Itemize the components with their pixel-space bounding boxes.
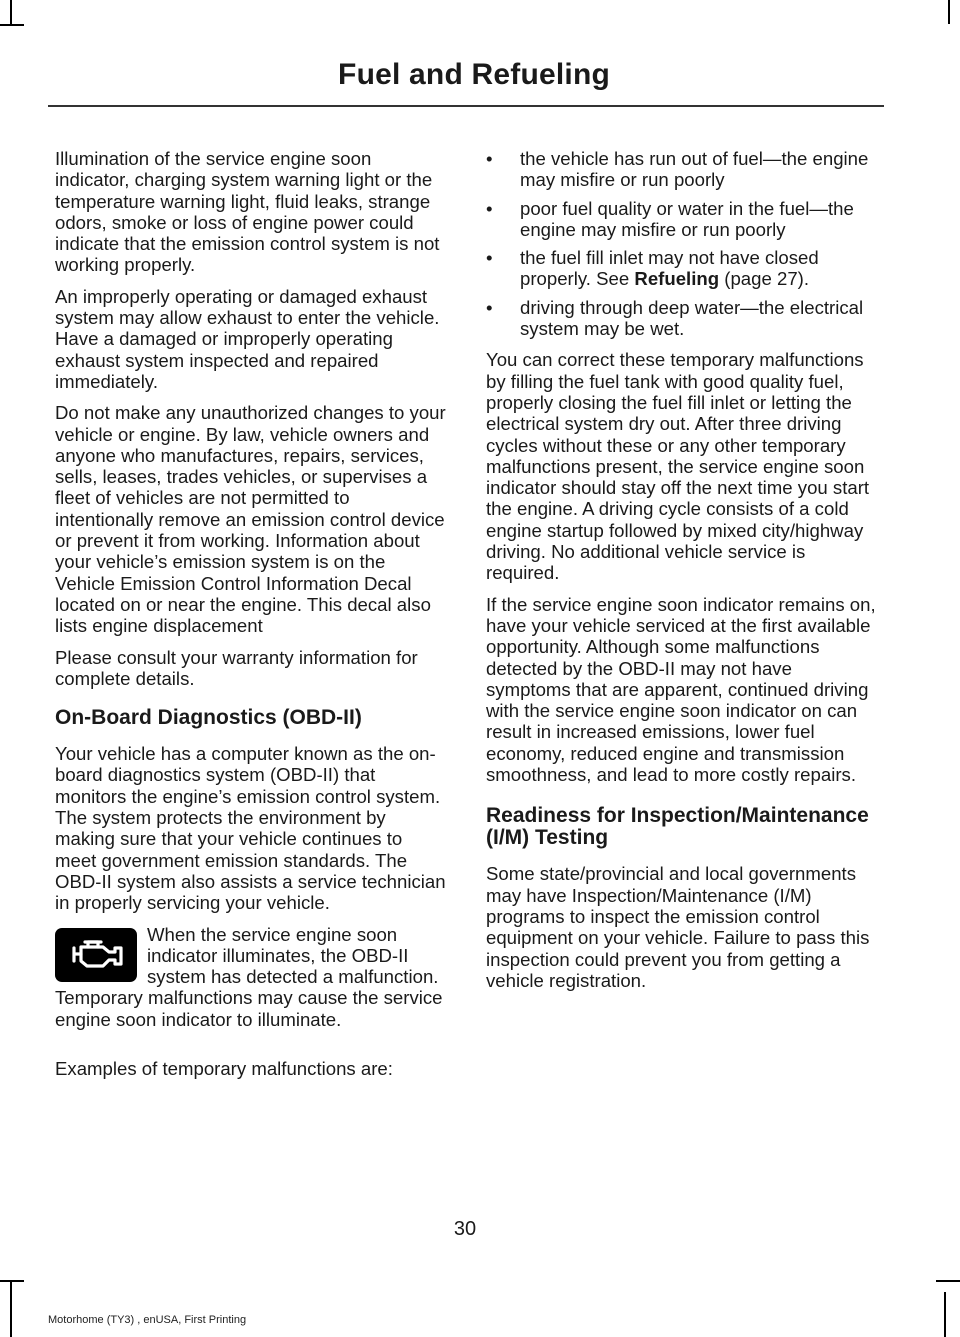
list-item-text: driving through deep water—the electrical system may be wet. [520, 296, 864, 340]
temporary-malfunctions-list [486, 148, 878, 339]
page-number: 30 [453, 1218, 477, 1240]
list-item [486, 198, 878, 241]
crop-mark [944, 1292, 946, 1337]
header-divider [48, 105, 884, 107]
list-item-text: the fuel fill inlet may not have closed properly. See [520, 247, 819, 290]
bullet-marker: • [486, 296, 493, 318]
crop-mark [10, 1280, 12, 1337]
temporary-malfunctions-intro: Examples of temporary malfunctions are: [55, 1057, 393, 1079]
obd-heading: On-Board Diagnostics (OBD-II) [55, 706, 362, 730]
warranty-paragraph: Please consult your warranty information for complete details. [55, 646, 418, 689]
im-programs-paragraph: Some state/provincial and local governments may have Inspection/Maintenance (I/M) programs to inspect the emission control equipment on your vehicle. Failure to pass this inspection could prevent you from getting a vehicle registration. [486, 863, 870, 991]
correct-malfunctions-paragraph: You can correct these temporary malfunctions by filling the fuel tank with good quality fuel, properly closing the fuel fill inlet or letting the electrical system dry out. After three driving cycles without these or any other temporary malfunctions present, the service engine soon indicator should stay off the next time you start the engine. A driving cycle consists of a cold engine startup followed by mixed city/highway driving. No additional vehicle service is required. [486, 349, 870, 584]
list-item-text: the vehicle has run out of fuel—the engine may misfire or run poorly [520, 148, 869, 191]
crop-mark [0, 1280, 24, 1282]
service-engine-block [55, 924, 447, 1040]
left-column [55, 148, 447, 1089]
page-title: Fuel and Refueling [338, 58, 610, 91]
obd-description-paragraph: Your vehicle has a computer known as the on-board diagnostics system (OBD-II) that monitors the engine’s emission control system. The system protects the environment by making sure that your vehicle continues to meet government emission standards. The OBD-II system also assists a service technician in properly servicing your vehicle. [55, 743, 446, 914]
bullet-marker: • [486, 148, 493, 169]
service-engine-soon-icon [55, 928, 137, 982]
list-item-text: poor fuel quality or water in the fuel—the engine may misfire or run poorly [520, 197, 854, 240]
crop-mark [948, 0, 950, 24]
indicator-illuminates-paragraph: When the service engine soon indicator illuminates, the OBD-II system has detected a malfunction. Temporary malfunctions may cause the service engine soon indicator to illuminate. [55, 923, 443, 1030]
readiness-heading: Readiness for Inspection/Maintenance (I/M) Testing [486, 804, 869, 850]
list-item [486, 247, 878, 290]
indicator-remains-on-paragraph: If the service engine soon indicator remains on, have your vehicle serviced at the first available opportunity. Although some malfunctions detected by the OBD-II may not have symptoms that are apparent, continued driving with the service engine soon indicator on can result in increased emissions, lower fuel economy, reduced engine and transmission smoothness, and lead to more costly repairs. [486, 593, 876, 786]
right-column [486, 148, 878, 1001]
bullet-marker: • [486, 197, 493, 219]
refueling-cross-reference[interactable]: Refueling [634, 268, 720, 290]
crop-mark [936, 1280, 960, 1282]
exhaust-system-paragraph: An improperly operating or damaged exhaust system may allow exhaust to enter the vehicle. Have a damaged or improperly operating exhaust system inspected and repaired immediately. [55, 285, 440, 392]
unauthorized-changes-paragraph: Do not make any unauthorized changes to your vehicle or engine. By law, vehicle owners and anyone who manufactures, repairs, services, sells, leases, trades vehicles, or supervises a fleet of vehicles are not permitted to intentionally remove an emission control device or prevent it from working. Information about your vehicle’s emission system is on the Vehicle Emission Control Information Decal located on or near the engine. This decal also lists engine displacement [55, 402, 446, 637]
list-item [486, 297, 878, 340]
list-item [486, 148, 878, 191]
footer-edition: Motorhome (TY3) , enUSA, First Printing [48, 1314, 247, 1326]
crop-mark [10, 0, 12, 24]
crop-mark [0, 24, 24, 26]
bullet-marker: • [486, 247, 493, 269]
page-reference: (page 27). [719, 268, 810, 290]
emission-warning-paragraph: Illumination of the service engine soon indicator, charging system warning light or the temperature warning light, fluid leaks, strange odors, smoke or loss of engine power could indicate that the emission control system is not working properly. [55, 148, 440, 276]
